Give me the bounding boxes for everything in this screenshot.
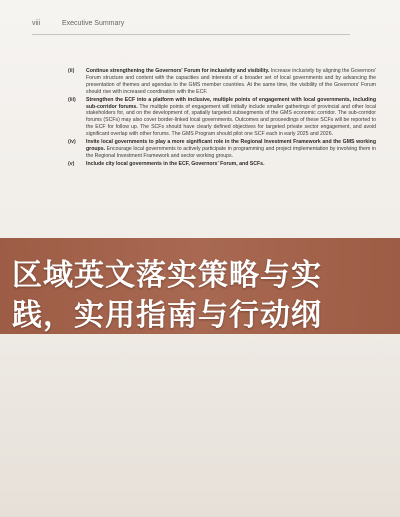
item-text: Increase inclusivity by aligning the Governors' Forum structure and content with the capacities and interests of a broader set of local governments and by advancing the presentation of themes and agendas to the GMS member countries. At the same time, the visibility of the Governors' Forum should rise with increased coordination with the ECF.	[86, 68, 377, 95]
item-number: (iv)	[68, 139, 76, 146]
list-item	[68, 68, 377, 96]
header-title: Executive Summary	[62, 20, 125, 27]
item-heading: Continue strengthening the Governors' Forum for inclusivity and visibility.	[86, 68, 270, 74]
page-number: viii	[32, 20, 41, 27]
item-text: Encourage local governments to actively participate in programming and project implementation by involving them in the Regional Investment Framework and sector working groups.	[86, 145, 376, 159]
running-header	[32, 20, 350, 35]
banner-line-1: 区域英文落实策略与实	[12, 258, 322, 293]
body-text	[68, 68, 377, 169]
banner-line-2: 践，实用指南与行动纲	[12, 298, 322, 333]
item-heading: Invite local governments to play a more significant role in the Regional Investment Framework and the GMS working groups.	[86, 139, 376, 152]
list-item	[68, 160, 376, 168]
item-heading: Strengthen the ECF into a platform with inclusive, multiple points of engagement with local governments, including sub-corridor forums.	[86, 96, 376, 110]
item-heading: Include city local governments in the ECF, Governors' Forum, and SCFs.	[86, 160, 265, 167]
item-number: (iii)	[68, 96, 76, 103]
list-item	[68, 96, 376, 138]
title-banner	[0, 238, 400, 334]
item-text: The multiple points of engagement will initially include smaller gatherings of provincial and other local stakeholders for, and on the development of, spatially targeted subsegments of the GMS economic corridor. The sub-corridor forums (SCFs) may also cover border-linked local governments. Outcomes and proceedings of these SCFs will be reported to the ECF for follow up. The SCFs should have clearly defined objectives for targeted private sector engagement, and avoid significant overlap with other forums. The GMS Program should pilot one SCF each in early 2025 and 2026.	[86, 103, 376, 138]
item-number: (v)	[68, 160, 75, 167]
list-item	[68, 139, 376, 160]
item-number: (ii)	[68, 68, 75, 74]
